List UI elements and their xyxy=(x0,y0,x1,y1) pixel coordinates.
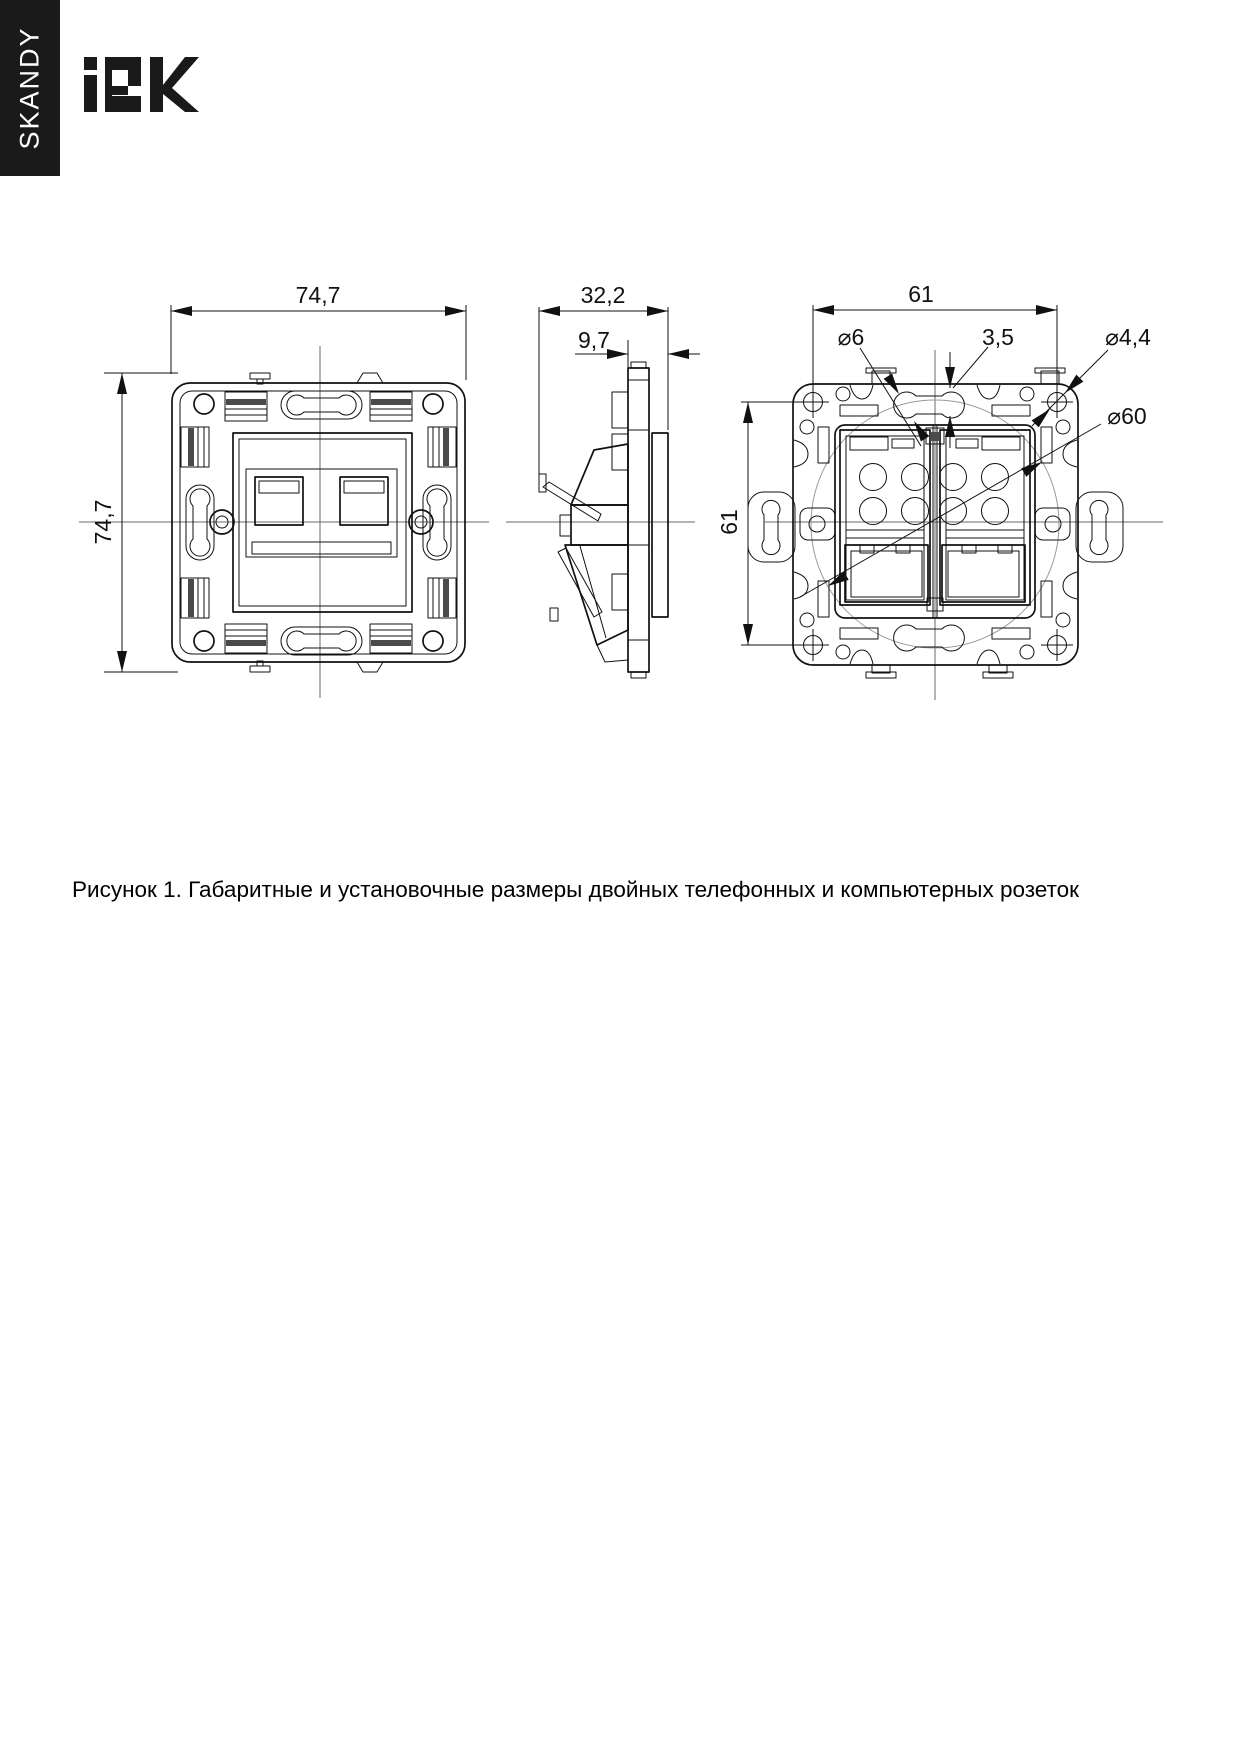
side-jack-housing-lower xyxy=(565,545,628,645)
front-view xyxy=(79,282,489,698)
dim-claw-gap: 3,5 xyxy=(982,324,1014,350)
front-dim-width xyxy=(171,282,466,380)
dim-screw-diameter: ⌀4,4 xyxy=(1105,324,1151,350)
back-callout-claw-d xyxy=(838,324,930,446)
back-view xyxy=(716,281,1163,700)
front-jack-right xyxy=(340,477,388,525)
dim-side-depth: 32,2 xyxy=(580,282,626,308)
dim-box-diameter: ⌀60 xyxy=(1107,403,1147,429)
dim-back-h: 61 xyxy=(908,281,934,307)
dim-back-v: 61 xyxy=(716,509,742,535)
side-frame-plate xyxy=(628,368,649,672)
dim-front-height: 74,7 xyxy=(90,499,116,545)
back-dim-v xyxy=(716,402,804,645)
front-jack-left xyxy=(255,477,303,525)
dim-front-width: 74,7 xyxy=(295,282,341,308)
side-latch-hook xyxy=(539,474,546,492)
side-cover-plate xyxy=(652,433,668,617)
back-terminal-holes xyxy=(860,464,1009,525)
dim-claw-diameter: ⌀6 xyxy=(837,324,865,350)
side-view xyxy=(506,282,700,678)
side-jack-housing-upper xyxy=(571,444,628,505)
series-tab-label: SKANDY xyxy=(14,26,45,150)
dimension-drawing xyxy=(0,0,1239,770)
side-profile xyxy=(539,362,668,678)
side-dim-cover xyxy=(575,327,700,485)
back-module-right xyxy=(940,430,1030,605)
figure-caption: Рисунок 1. Габаритные и установочные размеры двойных телефонных и компьютерных розеток xyxy=(72,877,1079,902)
dim-side-cover: 9,7 xyxy=(578,327,610,353)
